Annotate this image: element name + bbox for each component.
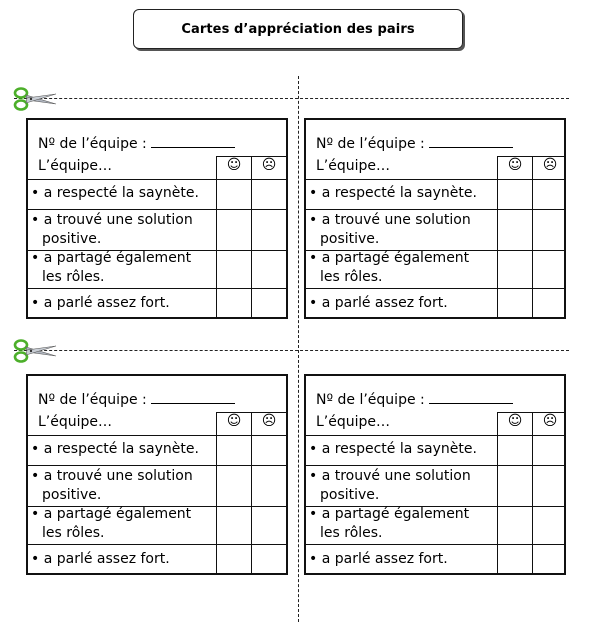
criterion-positive-solution-cont: positive. — [42, 231, 102, 247]
column-divider — [497, 412, 498, 573]
row-divider — [306, 179, 564, 180]
team-number-field[interactable] — [151, 391, 235, 404]
criterion-shared-roles: • a partagé également — [31, 506, 192, 522]
row-divider — [306, 209, 564, 210]
column-divider — [532, 412, 533, 573]
criterion-positive-solution: • a trouvé une solution — [31, 212, 193, 228]
peer-card-2 — [304, 118, 566, 319]
team-intro: L’équipe… — [316, 158, 391, 174]
criterion-positive-solution-cont: positive. — [320, 487, 380, 503]
sad-face-icon: ☹ — [261, 157, 277, 173]
column-divider — [216, 412, 217, 573]
criterion-positive-solution-cont: positive. — [42, 487, 102, 503]
criterion-shared-roles: • a partagé également — [31, 250, 192, 266]
criterion-spoke-loud: • a parlé assez fort. — [31, 551, 170, 567]
row-divider — [28, 209, 286, 210]
criterion-positive-solution-cont: positive. — [320, 231, 380, 247]
cut-line-middle — [14, 350, 569, 351]
peer-card-4 — [304, 374, 566, 575]
column-divider — [251, 156, 252, 317]
criterion-shared-roles-cont: les rôles. — [320, 525, 383, 541]
criterion-respected-play: • a respecté la saynète. — [31, 441, 199, 457]
criterion-shared-roles-cont: les rôles. — [320, 269, 383, 285]
criterion-positive-solution: • a trouvé une solution — [309, 468, 471, 484]
row-divider — [28, 435, 286, 436]
team-intro: L’équipe… — [38, 158, 113, 174]
cut-line-top — [14, 98, 569, 99]
row-divider — [28, 544, 286, 545]
criterion-spoke-loud: • a parlé assez fort. — [309, 551, 448, 567]
cut-line-vertical — [298, 76, 299, 622]
scissors-icon — [12, 338, 58, 364]
criterion-positive-solution: • a trouvé une solution — [31, 468, 193, 484]
column-divider — [216, 156, 217, 317]
happy-face-icon: ☺ — [226, 413, 242, 429]
column-divider — [251, 412, 252, 573]
happy-face-icon: ☺ — [226, 157, 242, 173]
row-divider — [28, 288, 286, 289]
row-divider — [306, 435, 564, 436]
criterion-positive-solution: • a trouvé une solution — [309, 212, 471, 228]
team-number-label: Nº de l’équipe : — [316, 392, 425, 408]
team-number-label: Nº de l’équipe : — [38, 392, 147, 408]
criterion-shared-roles-cont: les rôles. — [42, 525, 105, 541]
criterion-shared-roles: • a partagé également — [309, 506, 470, 522]
column-divider — [497, 156, 498, 317]
peer-card-1 — [26, 118, 288, 319]
column-divider — [532, 156, 533, 317]
scissors-icon — [12, 86, 58, 112]
happy-face-icon: ☺ — [507, 413, 523, 429]
criterion-shared-roles: • a partagé également — [309, 250, 470, 266]
row-divider — [306, 288, 564, 289]
team-number-label: Nº de l’équipe : — [38, 136, 147, 152]
row-divider — [306, 465, 564, 466]
sad-face-icon: ☹ — [542, 413, 558, 429]
criterion-respected-play: • a respecté la saynète. — [309, 441, 477, 457]
row-divider — [28, 179, 286, 180]
criterion-respected-play: • a respecté la saynète. — [309, 185, 477, 201]
happy-face-icon: ☺ — [507, 157, 523, 173]
criterion-spoke-loud: • a parlé assez fort. — [309, 295, 448, 311]
team-number-field[interactable] — [429, 135, 513, 148]
criterion-shared-roles-cont: les rôles. — [42, 269, 105, 285]
sad-face-icon: ☹ — [542, 157, 558, 173]
team-number-field[interactable] — [151, 135, 235, 148]
team-intro: L’équipe… — [38, 414, 113, 430]
criterion-spoke-loud: • a parlé assez fort. — [31, 295, 170, 311]
team-number-label: Nº de l’équipe : — [316, 136, 425, 152]
criterion-respected-play: • a respecté la saynète. — [31, 185, 199, 201]
row-divider — [28, 465, 286, 466]
row-divider — [306, 544, 564, 545]
team-intro: L’équipe… — [316, 414, 391, 430]
sad-face-icon: ☹ — [261, 413, 277, 429]
page-title: Cartes d’appréciation des pairs — [133, 9, 463, 49]
peer-card-3 — [26, 374, 288, 575]
team-number-field[interactable] — [429, 391, 513, 404]
